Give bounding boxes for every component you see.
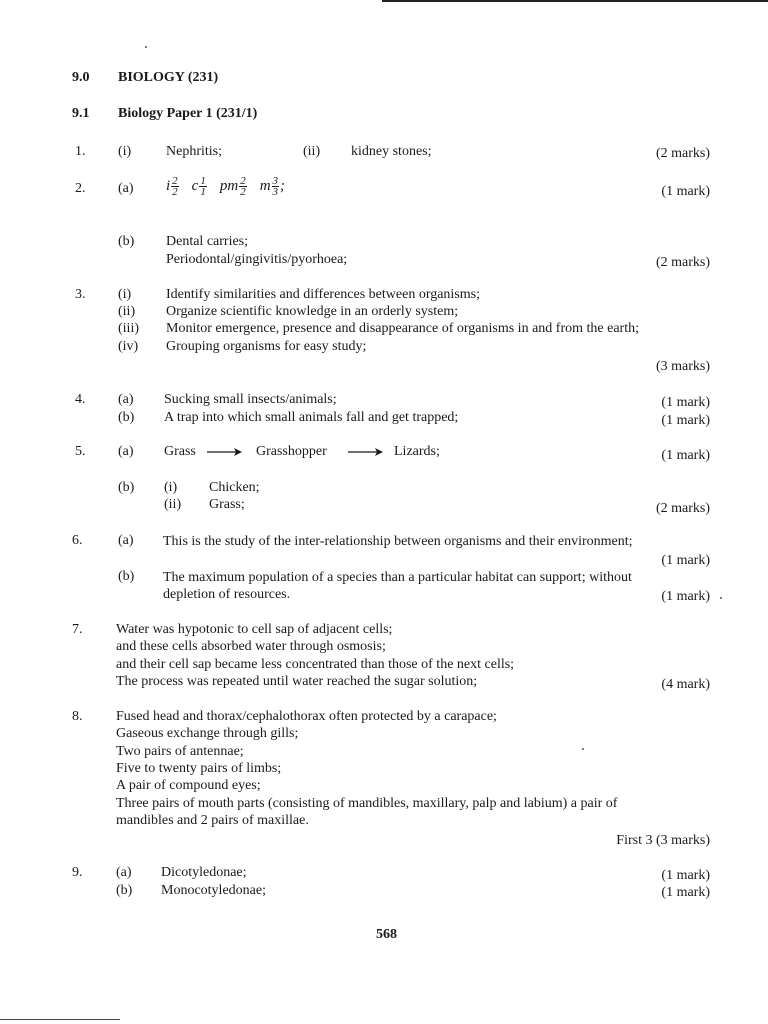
item-label: (a): [118, 444, 134, 459]
marks-label: (1 mark): [661, 868, 710, 883]
answer-text: Nephritis;: [166, 144, 222, 159]
answer-text: Chicken;: [209, 480, 260, 495]
marks-label: (1 mark): [661, 885, 710, 900]
answer-text: depletion of resources.: [163, 587, 291, 602]
section-number: 9.0: [72, 70, 90, 85]
food-chain-item: Grasshopper: [256, 444, 327, 459]
marks-label: (3 marks): [655, 359, 710, 374]
fraction: $\frac{2}{2}$: [240, 175, 246, 199]
item-label: (a): [116, 865, 132, 880]
subsection-number: 9.1: [72, 106, 90, 121]
answer-text: Dicotyledonae;: [161, 865, 247, 880]
arrow-right-icon: [206, 446, 244, 458]
food-chain-item: Grass: [164, 444, 196, 459]
answer-text: A trap into which small animals fall and get trapped;: [164, 410, 459, 425]
formula-incisor: i: [166, 178, 171, 194]
item-label: (i): [164, 480, 178, 495]
marks-label: (1 mark): [661, 184, 710, 199]
item-label: (iv): [118, 339, 139, 354]
marks-label: (1 mark): [661, 589, 710, 604]
bottom-border-line: [0, 1019, 120, 1020]
question-number: 6.: [72, 533, 83, 548]
answer-line: Fused head and thorax/cephalothorax often protected by a carapace;: [116, 709, 497, 724]
item-label: (b): [118, 569, 135, 584]
top-border-line: [382, 0, 768, 2]
answer-line: Water was hypotonic to cell sap of adjacent cells;: [116, 622, 393, 637]
question-number: 4.: [75, 392, 86, 407]
answer-text: Identify similarities and differences between organisms;: [166, 287, 481, 302]
dental-formula: i $\frac{2}{2}$ c $\frac{1}{1}$ pm $\frac{2}{2}$ m $\frac{3}{3}$ ;: [166, 175, 286, 199]
item-label: (a): [118, 392, 134, 407]
item-label: (b): [118, 234, 135, 249]
fraction: $\frac{3}{3}$: [272, 175, 279, 199]
marks-label: (1 mark): [661, 413, 710, 428]
subsection-title: Biology Paper 1 (231/1): [118, 106, 258, 121]
item-label: (b): [118, 410, 135, 425]
formula-canine: c: [191, 178, 199, 194]
item-label: (ii): [164, 497, 182, 512]
answer-text: The maximum population of a species than a particular habitat can support; without: [163, 570, 632, 585]
question-number: 8.: [72, 709, 83, 724]
question-number: 1.: [75, 144, 86, 159]
food-chain-item: Lizards;: [394, 444, 440, 459]
arrow-right-icon: [347, 446, 385, 458]
item-label: (iii): [118, 321, 139, 336]
answer-text: Sucking small insects/animals;: [164, 392, 337, 407]
answer-line: and their cell sap became less concentrated than those of the next cells;: [116, 657, 515, 672]
scan-speck: [720, 597, 722, 599]
marks-label: (2 marks): [655, 501, 710, 516]
page-number: 568: [376, 927, 397, 942]
answer-line: mandibles and 2 pairs of maxillae.: [116, 813, 309, 828]
answer-line: Three pairs of mouth parts (consisting of mandibles, maxillary, palp and labium) a pair of: [116, 796, 618, 811]
answer-text: Dental carries;: [166, 234, 249, 249]
section-title: BIOLOGY (231): [118, 70, 219, 85]
item-label: (a): [118, 181, 134, 196]
answer-line: The process was repeated until water reached the sugar solution;: [116, 674, 478, 689]
scan-speck: [582, 748, 584, 750]
scan-speck: [145, 46, 147, 48]
item-label: (i): [118, 287, 132, 302]
answer-text: kidney stones;: [351, 144, 432, 159]
item-label: (b): [118, 480, 135, 495]
question-number: 9.: [72, 865, 83, 880]
item-label: (i): [118, 144, 132, 159]
item-label: (ii): [303, 144, 321, 159]
answer-line: and these cells absorbed water through osmosis;: [116, 639, 386, 654]
answer-line: Five to twenty pairs of limbs;: [116, 761, 282, 776]
formula-premolar: pm: [219, 178, 239, 194]
answer-text: This is the study of the inter-relationship between organisms and their environment;: [163, 534, 633, 549]
question-number: 2.: [75, 181, 86, 196]
answer-text: Periodontal/gingivitis/pyorhoea;: [166, 252, 348, 267]
marks-label: First 3 (3 marks): [616, 833, 710, 848]
item-label: (a): [118, 533, 134, 548]
answer-text: Monocotyledonae;: [161, 883, 266, 898]
marks-label: (4 mark): [661, 677, 710, 692]
item-label: (b): [116, 883, 133, 898]
formula-molar: m: [259, 178, 271, 194]
marks-label: (1 mark): [661, 395, 710, 410]
marks-label: (2 marks): [655, 146, 710, 161]
marks-label: (1 mark): [661, 448, 710, 463]
item-label: (ii): [118, 304, 136, 319]
answer-text: Monitor emergence, presence and disappearance of organisms in and from the earth;: [166, 321, 639, 336]
answer-line: Two pairs of antennae;: [116, 744, 244, 759]
marks-label: (1 mark): [661, 553, 710, 568]
answer-line: Gaseous exchange through gills;: [116, 726, 299, 741]
marks-label: (2 marks): [655, 255, 710, 270]
answer-text: Grouping organisms for easy study;: [166, 339, 367, 354]
question-number: 5.: [75, 444, 86, 459]
fraction: $\frac{1}{1}$: [200, 175, 206, 199]
answer-text: Grass;: [209, 497, 245, 512]
question-number: 3.: [75, 287, 86, 302]
question-number: 7.: [72, 622, 83, 637]
answer-text: Organize scientific knowledge in an orderly system;: [166, 304, 459, 319]
fraction: $\frac{2}{2}$: [172, 175, 178, 199]
answer-line: A pair of compound eyes;: [116, 778, 261, 793]
